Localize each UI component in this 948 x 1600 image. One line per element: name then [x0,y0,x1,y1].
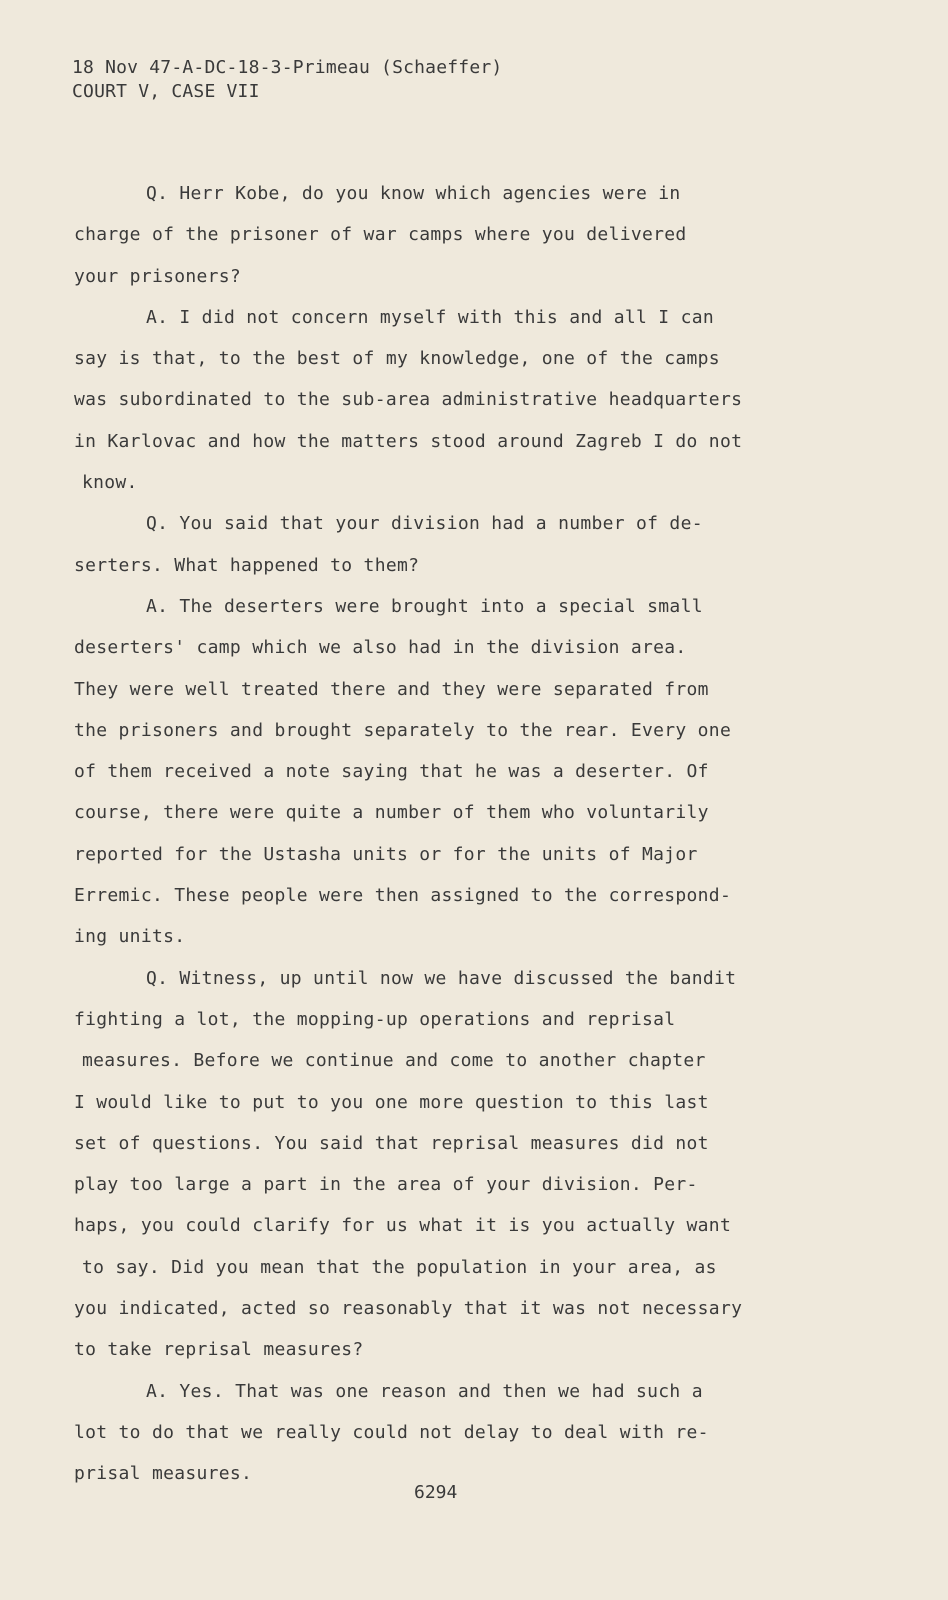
header-line-1: 18 Nov 47-A-DC-18-3-Primeau (Schaeffer) [72,57,503,78]
text-line: know. [82,472,138,494]
text-line: your prisoners? [74,265,242,287]
text-line: measures. Before we continue and come to another chapter [82,1050,706,1072]
text-line: to take reprisal measures? [74,1339,364,1361]
text-line: say is that, to the best of my knowledge, one of the camps [74,348,720,370]
text-line: prisal measures. [74,1463,253,1485]
text-line: I would like to put to you one more question to this last [74,1091,709,1113]
text-line: Q. Witness, up until now we have discussed the bandit [146,967,737,989]
document-header [72,56,502,104]
text-line: to say. Did you mean that the population in your area, as [82,1256,717,1278]
text-line: of them received a note saying that he was a deserter. Of [74,761,709,783]
text-line: was subordinated to the sub-area administrative headquarters [74,389,743,411]
text-line: you indicated, acted so reasonably that it was not necessary [74,1298,743,1320]
transcript-body [74,173,834,1495]
text-line: the prisoners and brought separately to the rear. Every one [74,719,732,741]
text-line: in Karlovac and how the matters stood around Zagreb I do not [74,430,743,452]
page-number: 6294 [414,1482,458,1503]
header-line-2: COURT V, CASE VII [72,81,260,102]
text-line: lot to do that we really could not delay to deal with re- [74,1421,709,1443]
text-line: A. Yes. That was one reason and then we had such a [146,1380,703,1402]
text-line: course, there were quite a number of them who voluntarily [74,802,709,824]
text-line: fighting a lot, the mopping-up operations and reprisal [74,1008,676,1030]
text-line: ing units. [74,926,186,948]
text-line: deserters' camp which we also had in the division area. [74,637,687,659]
text-line: A. The deserters were brought into a special small [146,595,703,617]
text-line: A. I did not concern myself with this and all I can [146,306,714,328]
text-line: Q. Herr Kobe, do you know which agencies were in [146,183,681,204]
text-line: reported for the Ustasha units or for the units of Major [74,843,698,865]
text-line: serters. What happened to them? [74,554,420,576]
text-line: Q. You said that your division had a number of de- [146,513,703,535]
text-line: play too large a part in the area of your division. Per- [74,1174,698,1196]
text-line: charge of the prisoner of war camps where you delivered [74,224,687,246]
text-line: set of questions. You said that reprisal measures did not [74,1132,709,1154]
text-line: haps, you could clarify for us what it is you actually want [74,1215,732,1237]
text-line: Erremic. These people were then assigned to the correspond- [74,885,732,907]
text-line: They were well treated there and they were separated from [74,678,709,700]
